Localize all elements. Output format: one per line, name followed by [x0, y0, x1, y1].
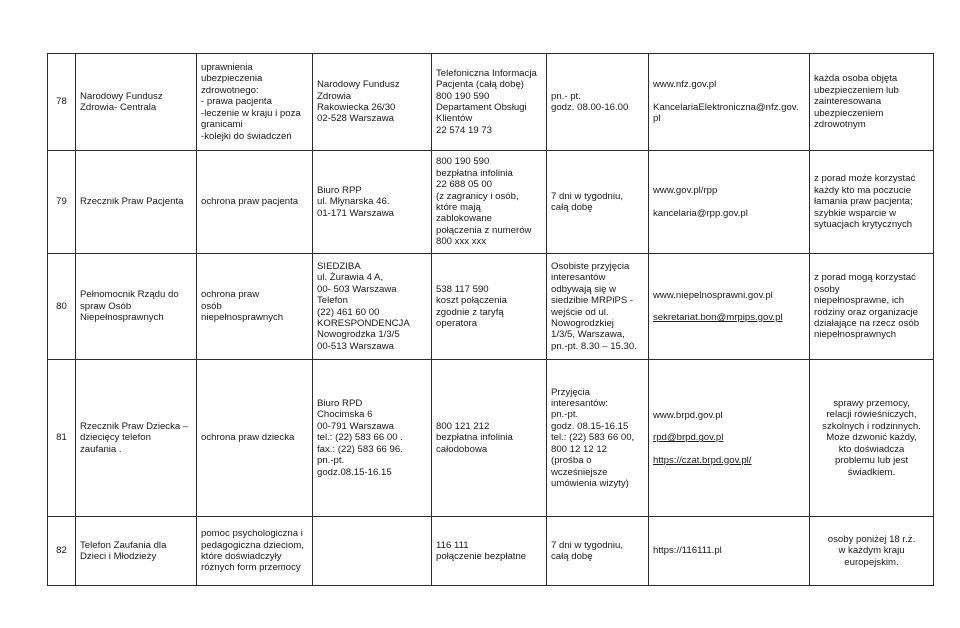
cell-line: wcześniejsze — [551, 466, 608, 478]
cell-line: zdrowotnym — [814, 119, 866, 131]
cell-line: bezpłatna infolinia — [436, 432, 513, 444]
cell-line: problemu lub jest — [834, 455, 909, 467]
website-link: www.brpd.gov.pl — [653, 409, 723, 421]
cell-line: 00-791 Warszawa — [317, 420, 394, 432]
cell-line: Rzecznik Praw Dziecka – — [80, 420, 189, 432]
cell-line: 800 12 12 12 — [551, 443, 608, 455]
contact-cell — [649, 254, 810, 360]
cell-line: pedagogiczna dzieciom, — [201, 539, 304, 551]
audience-cell — [810, 254, 934, 360]
table-row — [48, 517, 934, 586]
cell-line: godz.08.15-16.15 — [317, 466, 392, 478]
email-link[interactable]: rpd@brpd.gov.pl — [653, 432, 724, 444]
cell-line: osoby — [814, 283, 840, 295]
cell-line: wejście od ul. — [551, 306, 609, 318]
cell-line: tel.: (22) 583 66 00 . — [317, 432, 403, 444]
cell-line: siedzibie MRPiPS - — [551, 295, 634, 307]
row-number — [48, 360, 76, 517]
cell-line: uprawnienia — [201, 62, 253, 74]
cell-line: Departament Obsługi — [436, 102, 527, 113]
cell-line: 7 dni w tygodniu, — [551, 539, 623, 551]
cell-line: Telefon Zaufania dla — [80, 539, 167, 551]
phone-cell — [432, 360, 547, 517]
row-number-text: 79 — [56, 196, 67, 208]
cell-line: różnych form przemocy — [201, 562, 301, 574]
website-link: www.nfz.gov.pl — [653, 79, 717, 91]
cell-line: 22 688 05 00 — [436, 179, 493, 191]
institution-name — [76, 254, 197, 360]
cell-line: zaufania . — [80, 443, 122, 455]
cell-line: Przyjęcia — [551, 386, 590, 398]
row-number — [48, 151, 76, 254]
cell-line: ochrona praw pacjenta — [201, 196, 299, 208]
scope-cell — [197, 254, 313, 360]
cell-line: 116 111 — [436, 539, 469, 551]
cell-line: 00-513 Warszawa — [317, 340, 394, 352]
hours-cell — [547, 517, 649, 586]
cell-line: 1/3/5, Warszawa, — [551, 329, 625, 341]
cell-line: 02-528 Warszawa — [317, 113, 394, 125]
hours-cell — [547, 54, 649, 151]
address-cell — [313, 360, 432, 517]
audience-cell — [810, 517, 934, 586]
email-link[interactable]: sekretariat.bon@mrpips.gov.pl — [653, 312, 783, 323]
cell-line: kto doświadcza — [838, 443, 905, 455]
cell-line: -kolejki do świadczeń — [201, 130, 292, 142]
cell-line: całą dobę — [551, 551, 593, 562]
cell-line: z porad mogą korzystać — [814, 272, 916, 284]
scope-cell — [197, 517, 313, 586]
cell-line: Biuro RPD — [317, 398, 363, 410]
audience-cell — [810, 54, 934, 151]
email-link: kancelaria@rpp.gov.pl — [653, 207, 748, 219]
institution-name — [76, 54, 197, 151]
cell-line: 800 121 212 — [436, 420, 490, 432]
cell-line: 22 574 19 73 — [436, 124, 493, 136]
phone-cell — [432, 151, 547, 254]
cell-line: 00- 503 Warszawa — [317, 283, 397, 295]
cell-line: (prośba o — [551, 455, 592, 467]
cell-line: z porad może korzystać — [814, 173, 916, 185]
email-link: KancelariaElektroniczna@nfz.gov. — [653, 101, 799, 113]
cell-line: Pełnomocnik Rządu do — [80, 289, 179, 301]
row-number-text: 82 — [56, 545, 67, 557]
cell-line: -leczenie w kraju i poza — [201, 107, 301, 119]
cell-line: szybkie wsparcie w — [814, 207, 897, 219]
phone-cell — [432, 54, 547, 151]
cell-line: w każdym kraju — [838, 545, 905, 557]
cell-line: Nowogrodzkiej — [551, 317, 614, 329]
cell-line: ubezpieczeniem — [814, 107, 884, 119]
address-cell — [313, 54, 432, 151]
row-number — [48, 254, 76, 360]
cell-line: połączenia z numerów — [436, 224, 532, 236]
cell-line: niepełnosprawnych — [814, 329, 897, 341]
cell-line: pn.-pt. — [551, 409, 579, 421]
cell-line: Pacjenta (całą dobę) — [436, 79, 524, 91]
cell-line: SIEDZIBA — [317, 260, 361, 272]
cell-line: dziecięcy telefon — [80, 432, 151, 444]
cell-line: każda osoba objęta — [814, 73, 898, 85]
website-link: www.niepelnosprawni.gov.pl — [653, 289, 773, 301]
cell-line: - prawa pacjenta — [201, 96, 272, 108]
cell-line: 7 dni w tygodniu, — [551, 190, 623, 202]
website-link: https://116111.pl — [653, 545, 722, 557]
cell-line: 800 xxx xxx — [436, 236, 487, 248]
hours-cell — [547, 254, 649, 360]
cell-line: 538 117 590 — [436, 283, 489, 295]
contact-cell — [649, 54, 810, 151]
address-cell — [313, 254, 432, 360]
table-row — [48, 254, 934, 360]
scope-cell — [197, 360, 313, 517]
website-link: www.gov.pl/rpp — [653, 185, 718, 197]
cell-line: Chocimska 6 — [317, 409, 373, 421]
cell-line: umówienia wizyty) — [551, 477, 629, 489]
cell-line: Zdrowia — [317, 90, 352, 102]
row-number-text: 81 — [56, 432, 67, 444]
cell-line: osoby poniżej 18 r.ż. — [827, 533, 916, 545]
hours-cell — [547, 151, 649, 254]
row-number-text: 80 — [56, 300, 67, 312]
cell-line: połączenie bezpłatne — [436, 551, 527, 562]
cell-line: 800 190 590 — [436, 90, 490, 102]
cell-line: całodobowa — [436, 443, 488, 455]
cell-line: niepełnosprawnych — [201, 312, 284, 324]
cell-line: zainteresowana — [814, 96, 882, 108]
cell-line: 800 190 590 — [436, 156, 490, 168]
helplines-table — [47, 53, 934, 586]
cell-line: sprawy przemocy, — [833, 398, 910, 410]
cell-line: operatora — [436, 317, 478, 329]
cell-line: zablokowane — [436, 213, 493, 225]
address-cell — [313, 151, 432, 254]
cell-line: europejskim. — [844, 556, 899, 568]
cell-line: spraw Osób — [80, 300, 132, 312]
institution-name — [76, 151, 197, 254]
cell-line: które doświadczyły — [201, 551, 282, 562]
cell-line: pn.-pt. 8.30 – 15.30. — [551, 340, 637, 352]
cell-line: (22) 461 60 00 — [317, 306, 380, 318]
cell-line: Telefoniczna Informacja — [436, 67, 537, 79]
cell-line: Klientów — [436, 113, 473, 125]
cell-line: Niepełnosprawnych — [80, 312, 164, 324]
cell-line: Narodowy Fundusz — [317, 79, 400, 91]
table-row — [48, 54, 934, 151]
cell-line: Nowogrodzka 1/3/5 — [317, 329, 400, 341]
table-body — [48, 54, 934, 586]
institution-name — [76, 517, 197, 586]
cell-line: godz. 08.15-16.15 — [551, 420, 629, 432]
contact-cell — [649, 517, 810, 586]
cell-line: bezpłatna infolinia — [436, 167, 513, 179]
cell-line: pomoc psychologiczna i — [201, 528, 303, 540]
cell-line: Dzieci i Młodzieży — [80, 551, 157, 562]
contact-cell — [649, 360, 810, 517]
audience-cell — [810, 151, 934, 254]
institution-name — [76, 360, 197, 517]
cell-line: odbywają się w — [551, 283, 617, 295]
cell-line: Narodowy Fundusz — [80, 90, 163, 102]
address-cell — [313, 517, 432, 586]
cell-line: ul. Żurawia 4 A, — [317, 272, 384, 284]
table-row — [48, 151, 934, 254]
cell-line: szkolnych i rodzinnych. — [822, 420, 921, 432]
cell-line: Osobiste przyjęcia — [551, 260, 630, 272]
email-link: pl — [653, 113, 661, 125]
cell-line: sytuacjach krytycznych — [814, 219, 913, 231]
cell-line: zgodnie z taryfą — [436, 306, 504, 318]
cell-line: Rakowiecka 26/30 — [317, 102, 396, 113]
cell-line: granicami — [201, 119, 243, 131]
cell-line: godz. 08.00-16.00 — [551, 102, 629, 113]
row-number — [48, 54, 76, 151]
cell-line: ul. Młynarska 46. — [317, 196, 390, 208]
cell-line: tel.: (22) 583 66 00, — [551, 432, 635, 444]
hours-cell — [547, 360, 649, 517]
row-number-text: 78 — [56, 96, 67, 108]
row-number — [48, 517, 76, 586]
cell-line: Rzecznik Praw Pacjenta — [80, 196, 184, 208]
cell-line: fax.: (22) 583 66 96. — [317, 443, 403, 455]
contact-cell — [649, 151, 810, 254]
cell-line: relacji rówieśniczych, — [826, 409, 917, 421]
cell-line: zdrowotnego: — [201, 84, 259, 96]
table-row — [48, 360, 934, 517]
cell-line: osób — [201, 300, 222, 312]
cell-line: pn.- pt. — [551, 90, 581, 102]
cell-line: świadkiem. — [847, 466, 896, 478]
cell-line: interesantów: — [551, 398, 609, 410]
cell-line: każdy kto ma poczucie — [814, 184, 912, 196]
cell-line: 01-171 Warszawa — [317, 207, 394, 219]
scope-cell — [197, 151, 313, 254]
cell-line: Może dzwonić każdy, — [826, 432, 917, 444]
cell-line: koszt połączenia — [436, 295, 507, 307]
cell-line: Biuro RPP — [317, 184, 362, 196]
cell-line: ochrona praw dziecka — [201, 432, 295, 444]
phone-cell — [432, 254, 547, 360]
cell-line: działające na rzecz osób — [814, 317, 920, 329]
cell-line: interesantów — [551, 272, 606, 284]
cell-line: ubezpieczenia — [201, 73, 263, 85]
cell-line: które mają — [436, 202, 481, 213]
cell-line: ubezpieczeniem lub — [814, 84, 899, 96]
scope-cell — [197, 54, 313, 151]
cell-line: całą dobę — [551, 202, 593, 213]
cell-line: (z zagranicy i osób, — [436, 190, 519, 202]
phone-cell — [432, 517, 547, 586]
cell-line: rodziny oraz organizacje — [814, 306, 918, 318]
cell-line: niepełnosprawne, ich — [814, 295, 905, 307]
cell-line: Zdrowia- Centrala — [80, 102, 157, 113]
cell-line: KORESPONDENCJA — [317, 317, 410, 329]
audience-cell — [810, 360, 934, 517]
cell-line: łamania praw pacjenta; — [814, 196, 913, 208]
cell-line: Telefon — [317, 295, 348, 307]
cell-line: pn.-pt. — [317, 455, 345, 467]
chat-link[interactable]: https://czat.brpd.gov.pl/ — [653, 454, 752, 466]
cell-line: ochrona praw — [201, 289, 260, 301]
